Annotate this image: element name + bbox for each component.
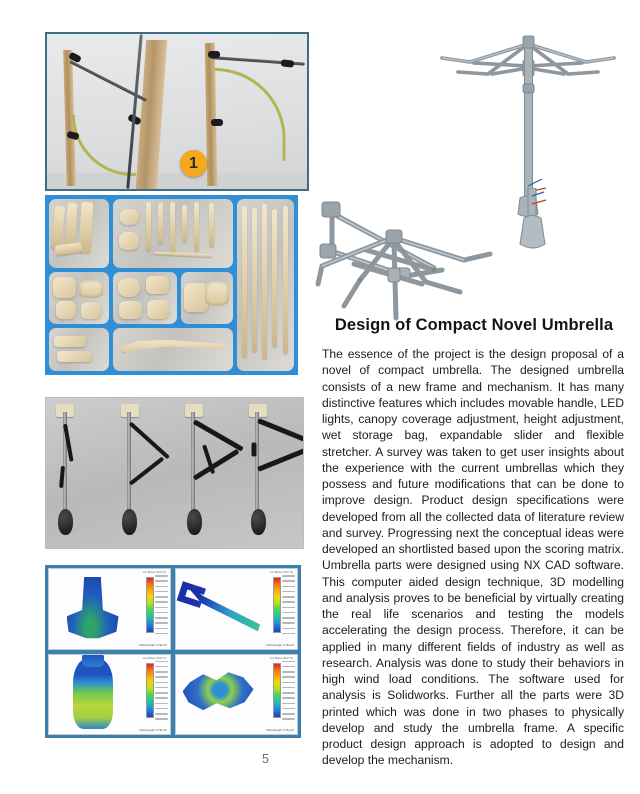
figure-column-left (45, 32, 305, 732)
figure-number-badge: 1 (180, 150, 207, 177)
parts-cell-slider-block (49, 328, 109, 371)
page-number: 5 (262, 752, 269, 766)
umbrella-frame-assembly-stages-photo (45, 397, 304, 549)
body-paragraph: The essence of the project is the design proposal of a novel of compact umbrella. The designed umbrella consists of a new frame and mechanism. It has many distinctive features which includes movable handle, LED lights, canopy coverage adjustment, height adjustment, wet storage bag, expandable slider and flexible stretcher. A survey was taken to get user insights about the experience with the current umbrellas which they possess and future modifications that can be done to improve design. Product design specifications were developed from all the collected data of literature review and survey. Progressing next the conceptual ideas were developed an shortlisted based upon the scoring matrix. Umbrella parts were designed using NX CAD software. This computer aided design technique, 3D modelling and analysis proves to be beneficial by virtually creating the real life scenarios and testing the models accelerating the design process. Therefore, it can be applied in many different fields of industry as well as research. Analysis was done to study their behaviors in high wind load conditions. The software used for analysis is Solidworks. Further all the parts were 3D printed which was done in two phases to physically develop and study the umbrella frame. A specific product design approach is adopted to design and develop the mechanism. (322, 347, 624, 768)
fea-plot-hub: von Mises (N/m^2) Yield strength: 2.75e+07 (175, 654, 298, 736)
cad-render-frame-hub-assembly (314, 210, 504, 330)
fea-plot-handle: von Mises (N/m^2) Yield strength: 2.75e+07 (48, 654, 171, 736)
fea-mesh-joint (49, 569, 136, 649)
page-title: Design of Compact Novel Umbrella (334, 316, 614, 335)
parts-cell-curved-handle (113, 328, 234, 371)
frame-stage-2 (110, 398, 174, 548)
body-text (322, 346, 624, 769)
parts-cell-joint-blocks-b (113, 272, 178, 324)
flexible-stretcher-bent (215, 68, 286, 161)
rod-ferrule-end (281, 60, 295, 68)
parts-cell-joint-blocks-a (49, 272, 109, 324)
stretcher-clamp (211, 119, 223, 126)
frame-stage-4 (239, 398, 303, 548)
frame-stage-3 (175, 398, 239, 548)
flexible-stretcher-prototype-photo (45, 32, 309, 191)
fea-colorbar (146, 663, 154, 719)
fea-stress-analysis-panel (45, 565, 301, 738)
parts-cell-long-ribs (237, 199, 294, 371)
parts-collage-grid (45, 195, 298, 375)
3d-printed-parts-collage-photo (45, 195, 298, 375)
fea-mesh-handle (49, 655, 136, 735)
flexible-stretcher-bent (72, 115, 136, 177)
fea-colorbar-ticks (282, 661, 295, 721)
fea-colorbar (273, 663, 281, 719)
fea-colorbar-ticks (155, 575, 168, 635)
fea-colorbar (146, 577, 154, 633)
rod-ferrule-top (208, 51, 220, 58)
parts-cell-rods-and-connectors (113, 199, 234, 268)
stretcher-view-left (47, 34, 177, 189)
parts-cell-long-sleeves (49, 199, 109, 268)
cad-render-handle-grip (503, 188, 563, 268)
fea-colorbar-ticks (155, 661, 168, 721)
fea-plot-fork: von Mises (N/m^2) Yield strength: 2.75e+07 (175, 568, 298, 650)
frame-stage-1 (46, 398, 110, 548)
fea-mesh-hub (176, 655, 263, 735)
parts-cell-hub-with-tube (181, 272, 233, 324)
fea-colorbar (273, 577, 281, 633)
fea-mesh-fork (176, 569, 263, 649)
fea-colorbar-ticks (282, 575, 295, 635)
fea-plot-joint: von Mises (N/m^2) Yield strength: 2.75e+07 (48, 568, 171, 650)
